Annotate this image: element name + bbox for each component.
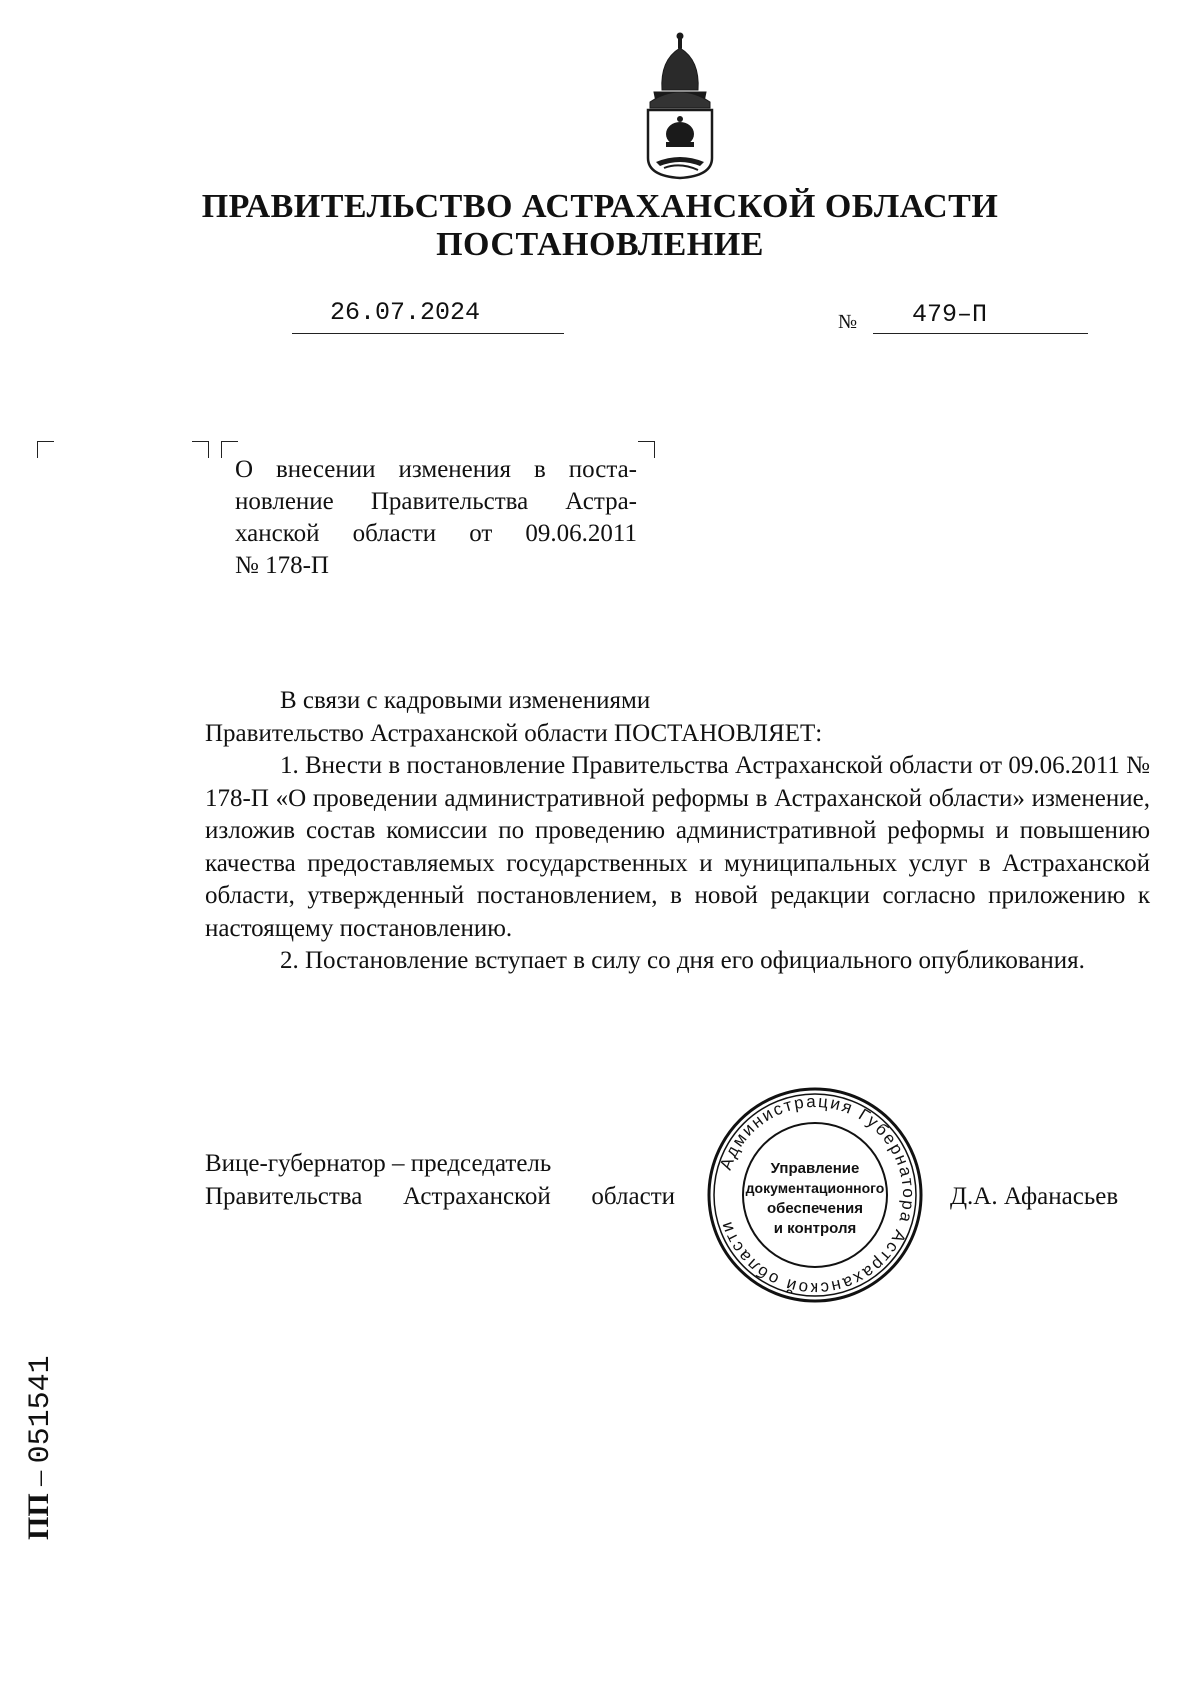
- organization-title: ПРАВИТЕЛЬСТВО АСТРАХАНСКОЙ ОБЛАСТИ: [201, 188, 999, 225]
- document-date: 26.07.2024: [330, 298, 481, 327]
- subject-corner-mark-left: [192, 441, 209, 458]
- document-type-title: ПОСТАНОВЛЕНИЕ: [436, 226, 764, 263]
- coat-of-arms-emblem: [640, 30, 720, 180]
- official-stamp: [705, 1085, 925, 1305]
- form-serial-dash: –: [22, 1463, 55, 1494]
- subject-line: № 178-П: [235, 552, 329, 579]
- body-item-1: 1. Внести в постановление Правительства Астраханской области от 09.06.2011 № 178-П «О проведении административной реформы в Астраханской области» изменение, изложив состав комиссии по проведению административной реформы и повышению качества предоставляемых государственных и муниципальных услуг в Астраханской области, утвержденный постановлением, в новой редакции согласно приложению к настоящему постановлению.: [205, 752, 1150, 942]
- subject-line: О внесении изменения в поста-: [235, 456, 637, 483]
- number-underline: [873, 333, 1088, 334]
- signatory-position-line-2: Правительства Астраханской области: [205, 1183, 675, 1210]
- subject-line: ханской области от 09.06.2011: [235, 520, 637, 547]
- number-sign: №: [838, 311, 858, 333]
- stamp-center-line: обеспечения: [766, 1200, 864, 1217]
- preamble-line-1: В связи с кадровыми изменениями: [280, 687, 651, 714]
- subject-line: новление Правительства Астра-: [235, 488, 637, 515]
- form-serial-value: 051541: [24, 1355, 58, 1464]
- document-number: 479–П: [912, 300, 988, 329]
- document-body: [205, 685, 1150, 978]
- document-subject: [235, 454, 637, 582]
- body-item-2: 2. Постановление вступает в силу со дня его официального опубликования.: [280, 947, 1085, 974]
- margin-corner-mark: [37, 441, 54, 458]
- signatory-position-line-1: Вице-губернатор – председатель: [205, 1150, 552, 1177]
- stamp-center-line: и контроля: [773, 1220, 857, 1237]
- date-underline: [292, 333, 564, 334]
- preamble-line-2: Правительство Астраханской области ПОСТАНОВЛЯЕТ:: [205, 719, 823, 747]
- stamp-ring-text: Администрация Губернатора Астраханской области: [715, 1091, 919, 1299]
- stamp-center-line: документационного: [745, 1180, 885, 1196]
- signatory-name: Д.А. Афанасьев: [950, 1183, 1119, 1210]
- form-serial-series: ПП: [22, 1493, 55, 1540]
- form-serial-number: [22, 1300, 58, 1540]
- stamp-center-line: Управление: [770, 1160, 860, 1177]
- subject-corner-mark-right: [638, 441, 655, 458]
